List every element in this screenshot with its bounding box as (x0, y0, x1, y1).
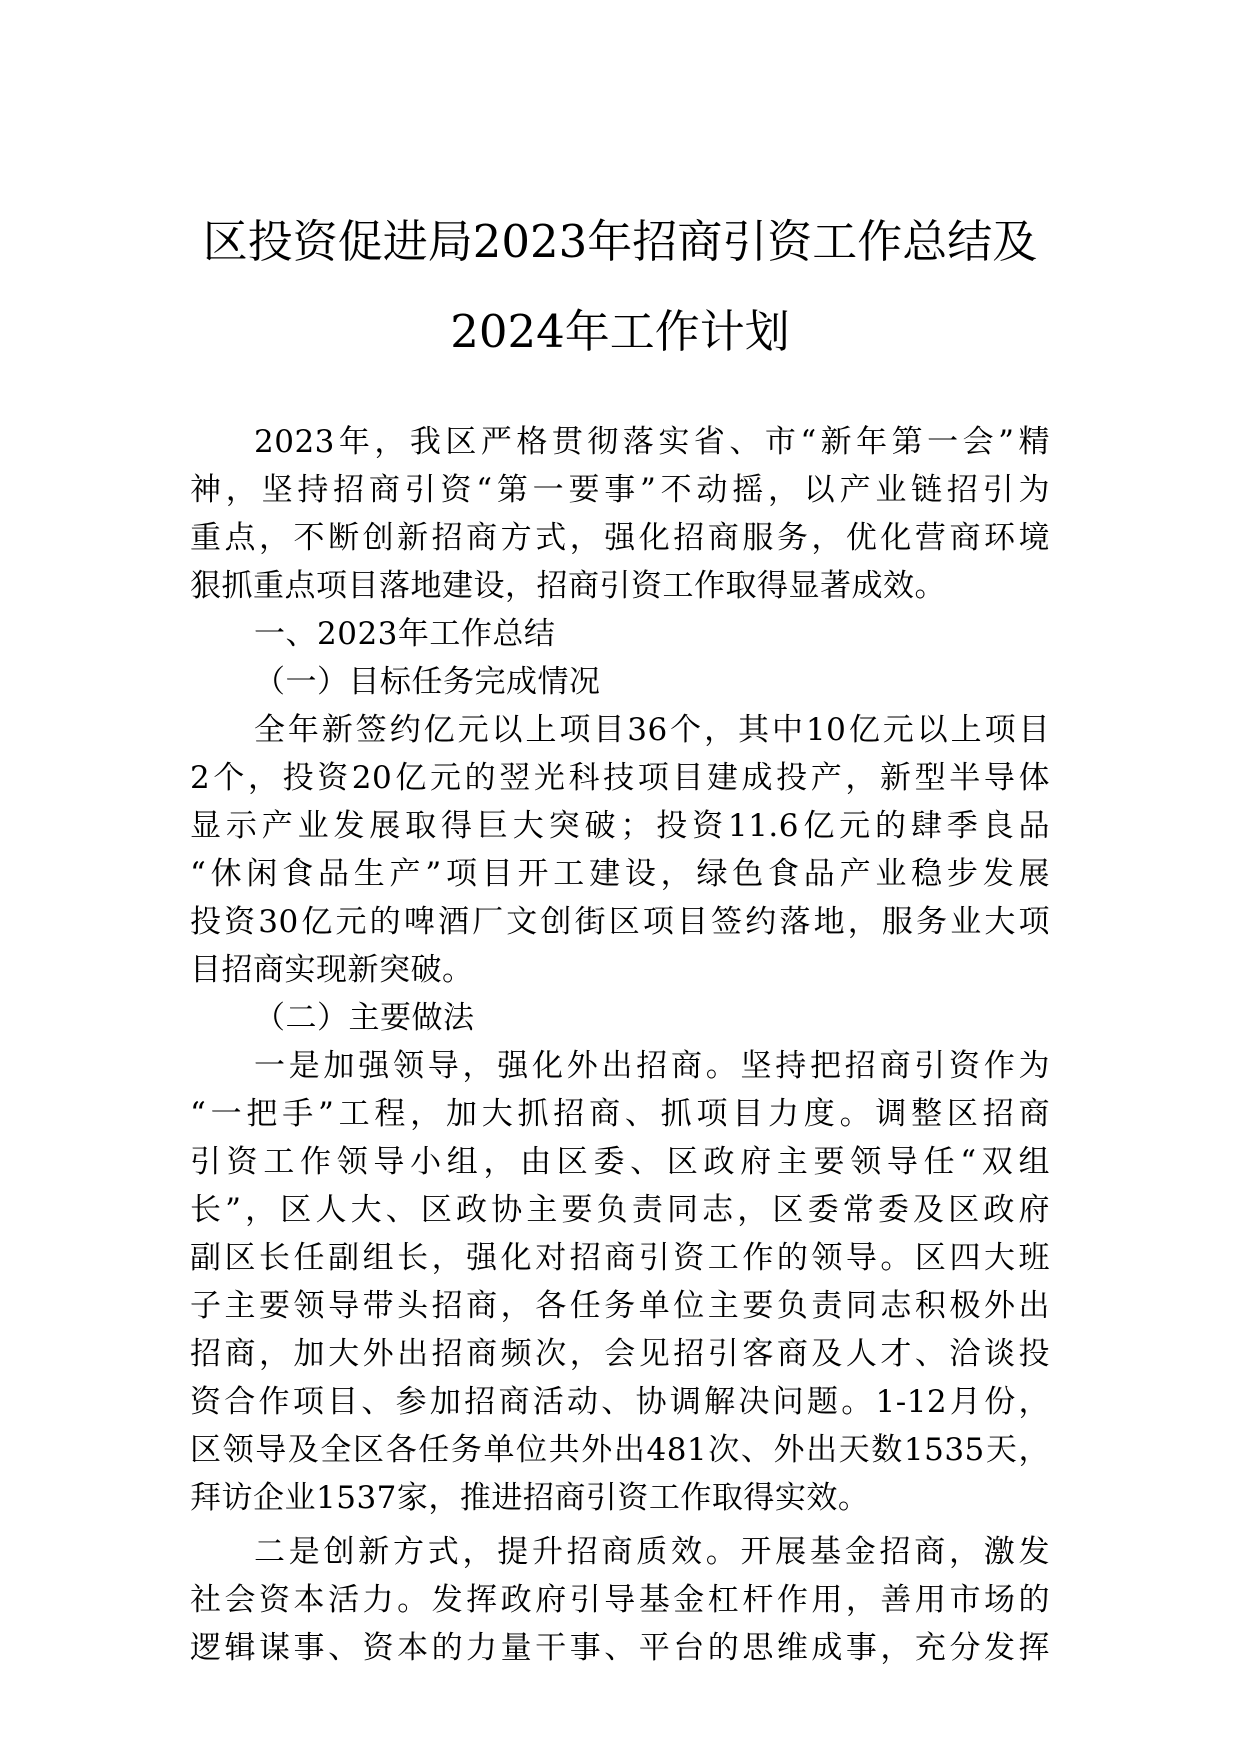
body-line: 目招商实现新突破。 (190, 952, 474, 988)
subsection-heading: （一）目标任务完成情况 (254, 664, 601, 700)
section-heading: 一、2023年工作总结 (254, 616, 556, 652)
body-line: 副区长任副组长，强化对招商引资工作的领导。区四大班 (190, 1240, 1050, 1276)
body-line: 重点，不断创新招商方式，强化招商服务，优化营商环境 (190, 520, 1050, 556)
body-line: 2023年，我区严格贯彻落实省、市“新年第一会”精 (254, 424, 1050, 460)
document-title-line-1: 区投资促进局2023年招商引资工作总结及 (202, 215, 1038, 268)
body-line: 显示产业发展取得巨大突破；投资11.6亿元的肆季良品 (190, 808, 1050, 844)
body-line: “休闲食品生产”项目开工建设，绿色食品产业稳步发展 (190, 856, 1050, 892)
body-line: 区领导及全区各任务单位共外出481次、外出天数1535天， (190, 1432, 1050, 1468)
body-line: 子主要领导带头招商，各任务单位主要负责同志积极外出 (190, 1288, 1050, 1324)
body-line: 逻辑谋事、资本的力量干事、平台的思维成事，充分发挥 (190, 1630, 1050, 1666)
body-line: 招商，加大外出招商频次，会见招引客商及人才、洽谈投 (190, 1336, 1050, 1372)
body-line: 引资工作领导小组，由区委、区政府主要领导任“双组 (190, 1144, 1050, 1180)
document-body (190, 418, 1050, 1672)
document-title-line-2: 2024年工作计划 (450, 305, 790, 358)
body-line: 长”，区人大、区政协主要负责同志，区委常委及区政府 (190, 1192, 1050, 1228)
body-line: 资合作项目、参加招商活动、协调解决问题。1-12月份， (190, 1384, 1050, 1420)
body-line: 社会资本活力。发挥政府引导基金杠杆作用，善用市场的 (190, 1582, 1050, 1618)
body-line: 投资30亿元的啤酒厂文创街区项目签约落地，服务业大项 (190, 904, 1050, 940)
subsection-heading: （二）主要做法 (254, 1000, 475, 1036)
body-line: 全年新签约亿元以上项目36个，其中10亿元以上项目 (254, 712, 1050, 748)
body-line: 一是加强领导，强化外出招商。坚持把招商引资作为 (254, 1048, 1050, 1084)
body-line: 狠抓重点项目落地建设，招商引资工作取得显著成效。 (190, 568, 946, 604)
body-line: 拜访企业1537家，推进招商引资工作取得实效。 (190, 1480, 870, 1516)
body-line: 神，坚持招商引资“第一要事”不动摇，以产业链招引为 (190, 472, 1050, 508)
body-line: 2个，投资20亿元的翌光科技项目建成投产，新型半导体 (190, 760, 1050, 796)
body-line: 二是创新方式，提升招商质效。开展基金招商，激发 (254, 1534, 1050, 1570)
body-line: “一把手”工程，加大抓招商、抓项目力度。调整区招商 (190, 1096, 1050, 1132)
